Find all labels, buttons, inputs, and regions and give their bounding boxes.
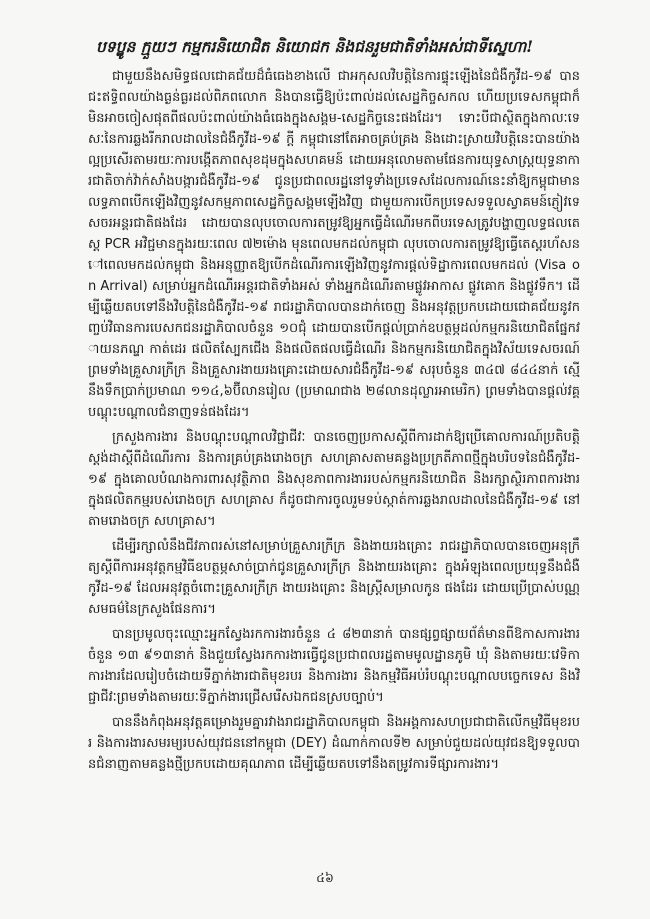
page-heading: បទប្ផ្លូន ក្មួយៗ កម្មករនិយោជិត និយោជក និងជនរួមជាតិទាំងអស់ជាទីស្នេហា! (96, 37, 534, 56)
paragraph-4: បានប្រមូលចុះឈ្មោះអ្នកស្វែងរកការងារចំនួន ៤ ៨២៣នាក់ បានផ្សព្វផ្សាយព័ត៌មានពីឱកាសការងារចំនួន ១៣ ៩១៣នាក់ និងជួយស្វែងរកការងារធ្វើជូនប្រជាពលរដ្ឋតាមមូលដ្ឋានភូមិ ឃុំ និងតាមរយៈវេទិកាការងារដែលរៀបចំដោយទីភ្នាក់ងារជាតិមុខរបរ និងការងារ និងកម្មវិធីអប់រំបណ្តុះបណ្តាលបច្ចេកទេស និងវិជ្ជាជីវៈព្រមទាំងតាមរយៈទីភ្នាក់ងារជ្រើសរើសឯកជនស្របច្បាប់។ (88, 627, 580, 705)
paragraph-1: ជាមួយនឹងសមិទ្ធផលជោគជ័យដ៏ធំធេងខាងលើ ជាអកុសលវិបត្តិនៃការផ្ទុះឡើងនៃជំងឺកូវីដ-១៩ បានជះឥទ្ធិពលយ៉ាងធ្ងន់ធ្ងរដល់ពិភពលោក និងបានធ្វើឱ្យប៉ះពាល់ដល់សេដ្ឋកិច្ចសកល ហើយប្រទេសកម្ពុជាក៏មិនអាចចៀសផុតពីផលប៉ះពាល់យ៉ាងធំធេងក្នុងសង្គម-សេដ្ឋកិច្ចនេះផងដែរ។ ទោះបីជាស្ថិតក្នុងកាលៈទេសៈនៃការឆ្លងរីករាលដាលនៃជំងឺកូវីដ-១៩ ក្តី កម្ពុជានៅតែអាចគ្រប់គ្រង និងដោះស្រាយវិបត្តិនេះបានយ៉ាងល្អប្រសើរតាមរយៈការបង្កើតភាពសុខដុមក្នុងសហគមន៍ ដោយអនុលោមតាមផែនការយុទ្ធសាស្ត្រយុទ្ធនាការជាតិចាក់វ៉ាក់សាំងបង្ការជំងឺកូវីដ-១៩ ជូនប្រជាពលរដ្ឋនៅទូទាំងប្រទេសដែលការណ៍នេះនាំឱ្យកម្ពុជាមានលទ្ធភាពបើកឡើងវិញនូវសកម្មភាពសេដ្ឋកិច្ចសង្គមឡើងវិញ ជាមួយការបើកប្រទេសទទួលស្វាគមន៍ភ្ញៀវទេសចរអន្តរជាតិផងដែរ ដោយបានលុបចោលការតម្រូវឱ្យអ្នកធ្វើដំណើរមកពីបរទេសត្រូវបង្ហាញលទ្ធផលតេស្ត PCR អវិជ្ជមានក្នុងរយៈពេល ៧២ម៉ោង មុនពេលមកដល់កម្ពុជា លុបចោលការតម្រូវឱ្យធ្វើតេស្តរហ័សនៅពេលមកដល់កម្ពុជា និងអនុញ្ញាតឱ្យបើកដំណើរការឡើងវិញនូវការផ្តល់ទិដ្ឋាការពេលមកដល់ (Visa on Arrival) សម្រាប់អ្នកដំណើរអន្តរជាតិទាំងអស់ ទាំងអ្នកដំណើរតាមផ្លូវអាកាស ផ្លូវគោក និងផ្លូវទឹក។ ដើម្បីឆ្លើយតបទៅនឹងវិបត្តិនៃជំងឺកូវីដ-១៩ រាជរដ្ឋាភិបាលបានដាក់ចេញ និងអនុវត្តប្រកបដោយជោគជ័យនូវកញ្ចប់វិធានការបេសកជនរដ្ឋាភិបាលចំនួន ១០ជុំ ដោយបានបើកផ្តល់ប្រាក់ឧបត្ថម្ភដល់កម្មករនិយោជិតផ្នែកវាយនភណ្ឌ កាត់ដេរ ផលិតស្បែកជើង និងផលិតផលធ្វើដំណើរ និងកម្មករនិយោជិតក្នុងវិស័យទេសចរណ៍ ព្រមទាំងគ្រួសារក្រីក្រ និងគ្រួសារងាយរងគ្រោះដោយសារជំងឺកូវីដ-១៩ សរុបចំនួន ៣៤៧ ៨៤៤នាក់ ស្មើនឹងទឹកប្រាក់ប្រមាណ ១១៤,៦ប៊ីលានរៀល (ប្រមាណជាង ២៨លានដុល្លារអាមេរិក) ព្រមទាំងបានផ្តល់វគ្គបណ្តុះបណ្តាលជំនាញទន់ផងដែរ។ (88, 69, 580, 420)
paragraph-3: ដើម្បីរក្សាលំនឹងជីវភាពរស់នៅសម្រាប់គ្រួសារក្រីក្រ និងងាយរងគ្រោះ រាជរដ្ឋាភិបាលបានចេញអនុក្រឹត្យស្តីពីការអនុវត្តកម្មវិធីឧបត្ថម្ភសាច់ប្រាក់ជូនគ្រួសារក្រីក្រ និងងាយរងគ្រោះ ក្នុងអំឡុងពេលប្រយុទ្ធនឹងជំងឺកូវីដ-១៩ ដែលអនុវត្តចំពោះគ្រួសារក្រីក្រ ងាយរងគ្រោះ និងស្ត្រីសម្រាលកូន ផងដែរ ដោយប្រើប្រាស់បណ្ណសមធម៌នៃក្រសួងផែនការ។ (88, 539, 580, 617)
paragraph-5: បាននឹងកំពុងអនុវត្តគម្រោងរួមគ្នារវាងរាជរដ្ឋាភិបាលកម្ពុជា និងអង្គការសហប្រជាជាតិលើកម្មវិធីមុខរបរ និងការងារសមរម្យរបស់យុវជននៅកម្ពុជា (DEY) ដំណាក់កាលទី២ សម្រាប់ជួយដល់យុវជនឱ្យទទួលបានជំនាញតាមគន្លងថ្មីប្រកបដោយគុណភាព ដើម្បីឆ្លើយតបទៅនឹងតម្រូវការទីផ្សារការងារ។ (88, 715, 580, 772)
paragraph-2: ក្រសួងការងារ និងបណ្តុះបណ្តាលវិជ្ជាជីវៈ បានចេញប្រកាសស្តីពីការដាក់ឱ្យប្រើគោលការណ៍ប្រតិបត្តិស្តង់ដាស្តីពីដំណើរការ និងការគ្រប់គ្រងរោងចក្រ សហគ្រាសតាមគន្លងប្រក្រតីភាពថ្មីក្នុងបរិបទនៃជំងឺកូវីដ-១៩ ក្នុងគោលបំណងការពារសុវត្ថិភាព និងសុខភាពការងាររបស់កម្មករនិយោជិត និងរក្សាស្ថិរភាពការងារក្នុងផលិតកម្មរបស់រោងចក្រ សហគ្រាស ក៏ដូចជាការចូលរួមទប់ស្កាត់ការឆ្លងរាលដាលនៃជំងឺកូវីដ-១៩ នៅតាមរោងចក្រ សហគ្រាស។ (88, 430, 580, 529)
page-number: ៤៦ (316, 870, 334, 885)
